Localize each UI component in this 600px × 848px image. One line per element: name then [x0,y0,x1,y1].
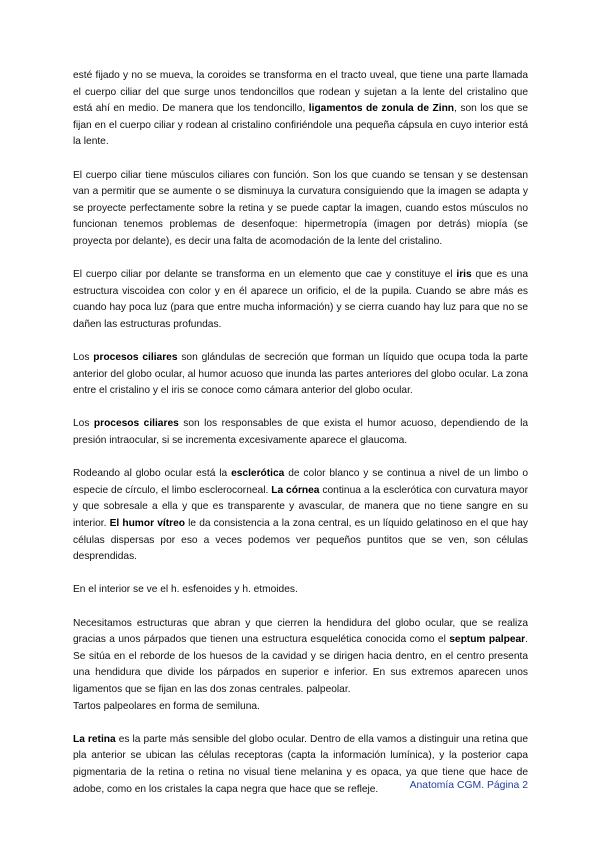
text-run: El cuerpo ciliar por delante se transforma en un elemento que cae y constituye el [73,269,457,281]
text-run: es la parte más sensible del globo ocular. Dentro de ella vamos a distinguir una retina que pla anterior se ubican las células receptoras (capta la información lumínica), y la posterior capa pigmentaria de la retina o retina no visual tiene melanina y es opaca, ya que tiene que hace de adobe, como en los cristales la capa negra que hace que se refleje. [73,733,528,795]
paragraph [73,466,528,566]
paragraph [73,699,528,716]
text-run: El cuerpo ciliar tiene músculos ciliares con función. Son los que cuando se tensan y se destensan van a permitir que se aumente o se disminuya la curvatura consiguiendo que la imagen se adapta y se proyecte perfectamente sobre la retina y se puede captar la imagen, cuando estos músculos no funcionan tenemos problemas de desenfoque: hipermetropía (imagen por detrás) miopía (se proyecta por delante), es decir una falta de acomodación de la lente del cristalino. [73,169,528,247]
bold-term: La córnea [271,484,320,496]
body-text [73,68,528,815]
text-run: , son los que se fijan en el cuerpo ciliar y rodean al cristalino confiriéndole una pequeña cápsula en cuyo interior está la lente. [73,103,529,148]
text-run: de color blanco y se continua a nivel de un limbo o especie de círculo, el limbo esclerocorneal. [73,468,528,496]
paragraph [73,68,528,151]
bold-term: procesos ciliares [93,352,178,364]
paragraph [73,168,528,251]
bold-term: septum palpear [449,634,526,646]
bold-term: iris [456,269,472,281]
text-run: Necesitamos estructuras que abran y que cierren la hendidura del globo ocular, que se realiza gracias a unos párpados que tienen una estructura esquelética conocida como el [73,617,528,646]
text-run: continua a la esclerótica con curvatura mayor y que sobresale a ella y que es transparente y avascular, de manera que no tiene sangre en su interior. [73,484,528,530]
bold-term: El humor vítreo [109,518,185,530]
text-run: son los responsables de que exista el humor acuoso, dependiendo de la presión intraocular, si se incrementa excesivamente aparece el glaucoma. [73,418,528,447]
text-run: Los [73,418,94,430]
paragraph [73,416,528,449]
bold-term: esclerótica [231,468,285,480]
paragraph [73,267,528,333]
text-run: Los [73,352,94,364]
paragraph [73,350,528,400]
text-run: Rodeando al globo ocular está la [73,468,232,480]
text-run: le da consistencia a la zona central, es un líquido gelatinoso en el que hay células dispersas por eso a veces podemos ver pequeños puntitos que se ven, son células desprendidas. [73,518,528,563]
paragraph [73,582,528,599]
text-run: En el interior se ve el h. esfenoides y h. etmoides. [73,584,298,596]
paragraph [73,616,528,699]
bold-term: procesos ciliares [93,418,179,430]
bold-term: ligamentos de zonula de Zinn [308,103,455,115]
text-run: que es una estructura viscoidea con color y en él aparece un orificio, el de la pupila. Cuando se abre más es cuando hay poca luz (para que entre mucha información) y se cierra cuando hay luz para que no se dañen las estructuras profundas. [73,269,528,330]
text-run: . Se sitúa en el reborde de los huesos de la cavidad y se dirigen hacia dentro, en el centro presenta una hendidura que divide los párpados en superior e inferior. En sus extremos aparecen unos ligamentos que se fijan en las dos zonas centrales. palpeolar. [73,634,528,695]
text-run: esté fijado y no se mueva, la coroides se transforma en el tracto uveal, que tiene una parte llamada el cuerpo ciliar del que surge unos tendoncillos que rodean y sujetan a la lente del cristalino que está ahí en medio. De manera que los tendoncillo, [73,70,528,115]
text-run: son glándulas de secreción que forman un líquido que ocupa toda la parte anterior del globo ocular, al humor acuoso que inunda las partes anteriores del globo ocular. La zona entre el cristalino y el iris se conoce como cámara anterior del globo ocular. [73,352,529,397]
page-footer: Anatomía CGM. Página 2 [409,780,528,791]
text-run: Tartos palpeolares en forma de semiluna. [73,700,260,712]
bold-term: La retina [73,733,116,745]
